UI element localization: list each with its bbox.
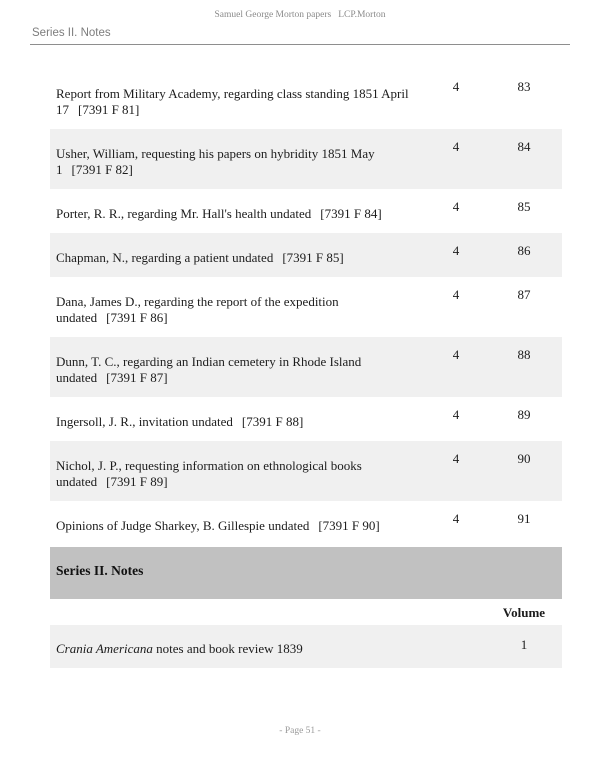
entry-folder-number: 89 [517, 407, 531, 422]
series-section-header: Series II. Notes [50, 547, 562, 599]
entry-table [50, 69, 562, 545]
collection-title: Samuel George Morton papers [214, 10, 332, 20]
table-row [50, 69, 562, 129]
entry-box-number: 4 [452, 139, 460, 154]
entry-box-number: 4 [452, 407, 460, 422]
table-row [50, 501, 562, 545]
entry-ref: [7391 F 90] [318, 518, 380, 533]
volume-header-row [50, 599, 562, 625]
entry-box-number: 4 [452, 451, 460, 466]
entry-box-number: 4 [452, 199, 460, 214]
table-row [50, 233, 562, 277]
entry-ref: [7391 F 82] [71, 162, 133, 177]
entry-folder-number: 85 [517, 199, 531, 214]
entry-title: Porter, R. R., regarding Mr. Hall's health undated [7391 F 84] [56, 206, 382, 221]
entry-title: Dana, James D., regarding the report of the expedition undated [7391 F 86] [56, 294, 339, 325]
collection-code: LCP.Morton [338, 10, 386, 20]
entry-ref: [7391 F 87] [106, 370, 168, 385]
entry-title: Nichol, J. P., requesting information on ethnological books undated [7391 F 89] [56, 458, 362, 489]
table-row [50, 397, 562, 441]
entry-title: Usher, William, requesting his papers on hybridity 1851 May 1 [7391 F 82] [56, 146, 375, 177]
series-heading-top: Series II. Notes [32, 27, 111, 39]
entry-title: Chapman, N., regarding a patient undated [7391 F 85] [56, 250, 344, 265]
entry-box-number: 4 [452, 243, 460, 258]
entry-ref: [7391 F 85] [282, 250, 344, 265]
entry-folder-number: 90 [517, 451, 531, 466]
table-row [50, 337, 562, 397]
entry-ref: [7391 F 89] [106, 474, 168, 489]
table-row [50, 189, 562, 233]
entry-folder-number: 91 [517, 511, 531, 526]
entry-ref: [7391 F 81] [78, 102, 140, 117]
entry-folder-number: 87 [517, 287, 531, 302]
entry-title-rest: notes and book review 1839 [152, 641, 303, 656]
volume-header-spacer [50, 605, 486, 621]
volume-table [50, 625, 562, 668]
entry-title: Report from Military Academy, regarding class standing 1851 April 17 [7391 F 81] [56, 86, 409, 117]
entry-title-italic: Crania Americana [56, 641, 153, 656]
entry-folder-number: 88 [517, 347, 531, 362]
entry-title: Opinions of Judge Sharkey, B. Gillespie undated [7391 F 90] [56, 518, 380, 533]
entry-ref: [7391 F 84] [320, 206, 382, 221]
volume-column-header: Volume [502, 605, 546, 620]
table-row [50, 129, 562, 189]
table-row [50, 441, 562, 501]
entry-folder-number: 84 [517, 139, 531, 154]
header-rule [30, 44, 570, 45]
entry-box-number: 4 [452, 347, 460, 362]
entry-title: Dunn, T. C., regarding an Indian cemetery in Rhode Island undated [7391 F 87] [56, 354, 362, 385]
entry-folder-number: 83 [517, 79, 531, 94]
entry-box-number: 4 [452, 511, 460, 526]
entry-ref: [7391 F 88] [241, 414, 304, 429]
entry-title: Ingersoll, J. R., invitation undated [7391 F 88] [56, 414, 304, 429]
page-number-footer: - Page 51 - [279, 726, 321, 736]
entry-box-number: 4 [452, 79, 460, 94]
table-row [50, 625, 562, 668]
running-header [0, 0, 600, 20]
table-row [50, 277, 562, 337]
entry-volume-number: 1 [520, 637, 528, 652]
entry-box-number: 4 [452, 287, 460, 302]
entry-title [50, 625, 486, 668]
entry-ref: [7391 F 86] [106, 310, 168, 325]
entry-folder-number: 86 [517, 243, 531, 258]
